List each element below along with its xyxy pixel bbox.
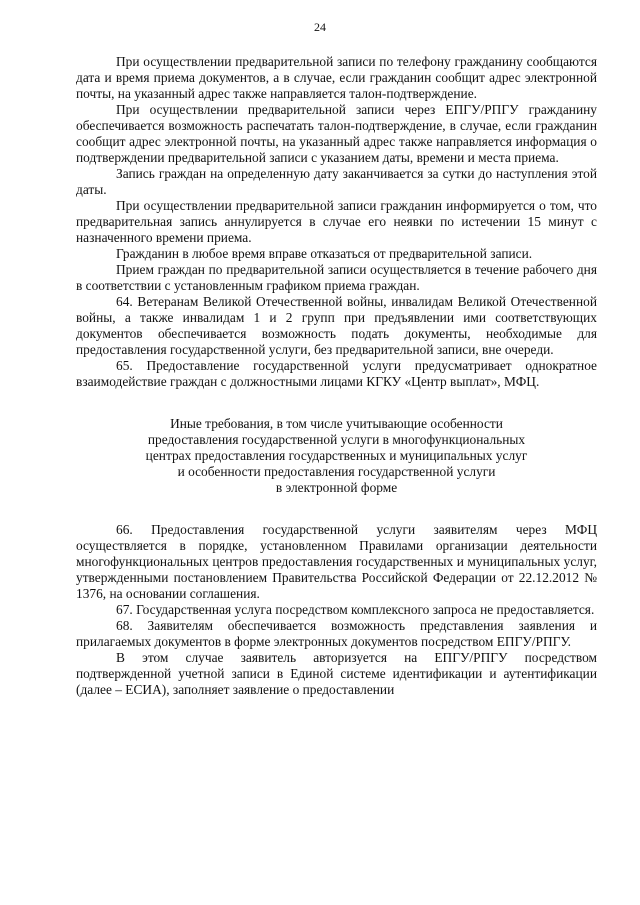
paragraph: Гражданин в любое время вправе отказаться от предварительной записи. bbox=[116, 246, 533, 261]
paragraph-item-68: 68. Заявителям обеспечивается возможность представления заявления и прилагаемых документов в форме электронных документов посредством ЕПГУ/РПГУ. bbox=[76, 618, 597, 649]
paragraph: Запись граждан на определенную дату заканчивается за сутки до наступления этой даты. bbox=[76, 166, 597, 197]
paragraph: Прием граждан по предварительной записи осуществляется в течение рабочего дня в соответствии с установленным графиком приема граждан. bbox=[76, 262, 597, 293]
heading-line: предоставления государственной услуги в многофункциональных bbox=[147, 432, 526, 447]
page-number: 24 bbox=[314, 20, 326, 34]
paragraph-item-66: 66. Предоставления государственной услуги заявителям через МФЦ осуществляется в порядке, установленном Правилами организации деятельности многофункциональных центров предоставления государственных и муниципальных услуг, утвержденными постановлением Правительства Российской Федерации от 22.12.2012 № 1376, на основании соглашения. bbox=[76, 522, 597, 601]
document-body bbox=[76, 54, 597, 698]
heading-line: центрах предоставления государственных и муниципальных услуг bbox=[145, 448, 528, 463]
paragraph: При осуществлении предварительной записи по телефону гражданину сообщаются дата и время приема документов, а в случае, если гражданин сообщит адрес электронной почты, на указанный адрес также направляется талон-подтверждение. bbox=[76, 54, 597, 101]
paragraph-item-65: 65. Предоставление государственной услуги предусматривает однократное взаимодействие граждан с должностными лицами КГКУ «Центр выплат», МФЦ. bbox=[76, 358, 597, 389]
section-heading bbox=[76, 416, 597, 496]
heading-line: в электронной форме bbox=[275, 480, 398, 495]
paragraph: При осуществлении предварительной записи через ЕПГУ/РПГУ гражданину обеспечивается возможность распечатать талон-подтверждение, в случае, если гражданин сообщит адрес электронной почты, на указанный адрес также направляется информация о подтверждении предварительной записи с указанием даты, времени и места приема. bbox=[76, 102, 597, 165]
paragraph: В этом случае заявитель авторизуется на ЕПГУ/РПГУ посредством подтвержденной учетной записи в Единой системе идентификации и аутентификации (далее – ЕСИА), заполняет заявление о предоставлении bbox=[76, 650, 597, 697]
paragraph-item-64: 64. Ветеранам Великой Отечественной войны, инвалидам Великой Отечественной войны, а также инвалидам 1 и 2 групп при предъявлении ими соответствующих документов обеспечивается возможность подать документы, необходимые для предоставления государственной услуги, без предварительной записи, вне очереди. bbox=[76, 294, 597, 357]
paragraph-item-67: 67. Государственная услуга посредством комплексного запроса не предоставляется. bbox=[116, 602, 595, 617]
paragraph: При осуществлении предварительной записи гражданин информируется о том, что предварительная запись аннулируется в случае его неявки по истечении 15 минут с назначенного времени приема. bbox=[76, 198, 597, 245]
heading-line: и особенности предоставления государственной услуги bbox=[177, 464, 496, 479]
heading-line: Иные требования, в том числе учитывающие особенности bbox=[170, 416, 503, 431]
